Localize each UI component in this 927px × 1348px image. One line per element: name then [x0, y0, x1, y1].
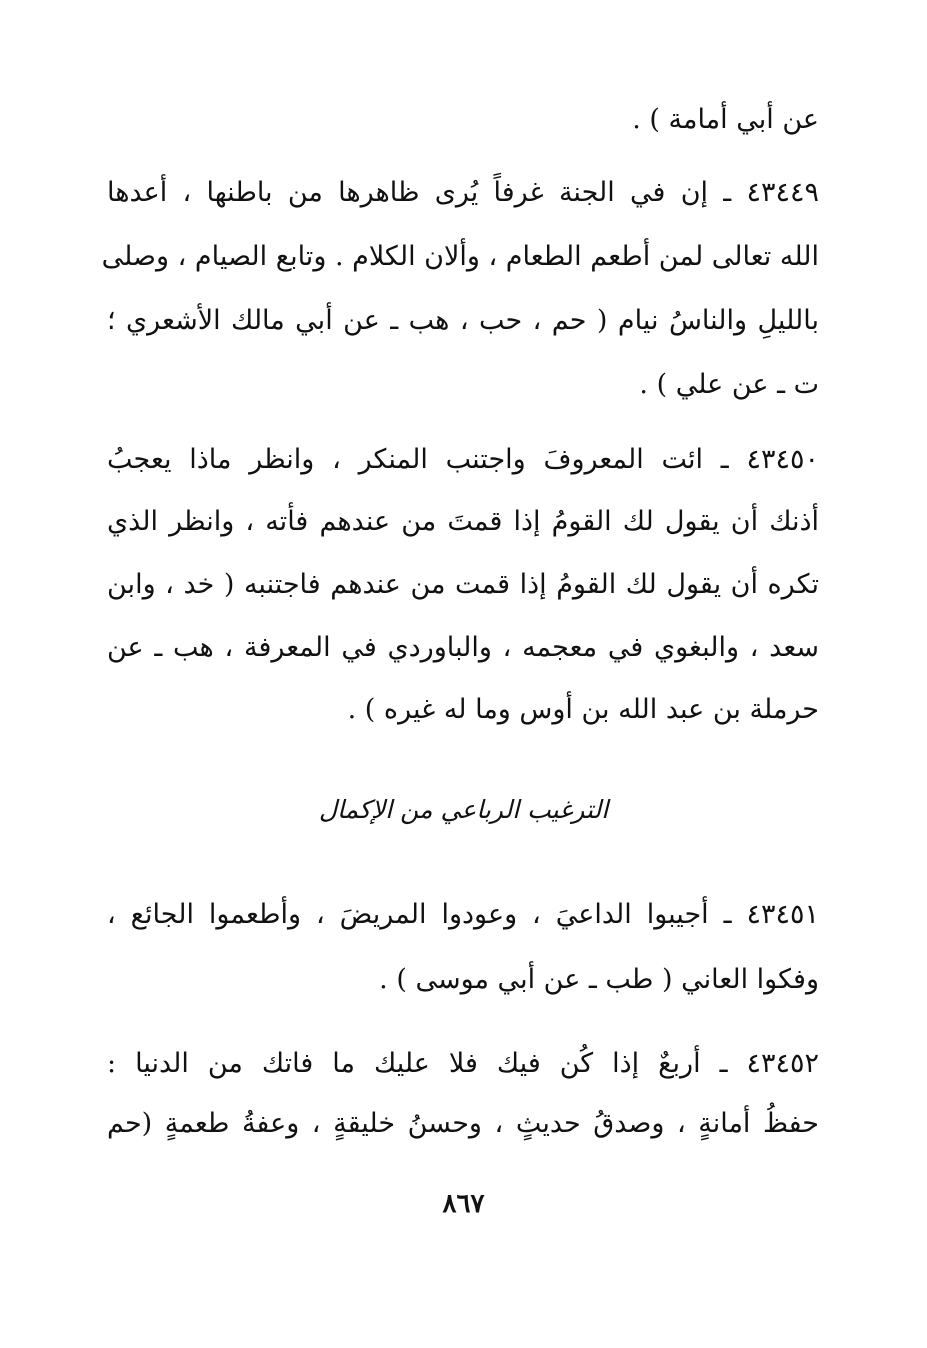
hadith-43450-line-3: تكره أن يقول لك القومُ إذا قمت من عندهم فاجتنبه ( خد ، وابن	[107, 569, 819, 600]
hadith-43450-line-4: سعد ، والبغوي في معجمه ، والباوردي في المعرفة ، هب ـ عن	[107, 632, 819, 663]
hadith-43450-line-5: حرملة بن عبد الله بن أوس وما له غيره ) .	[347, 694, 819, 725]
hadith-43450-line-1: ٤٣٤٥٠ ـ ائت المعروفَ واجتنب المنكر ، وانظر ماذا يعجبُ	[107, 444, 819, 475]
hadith-43449-line-4: ت ـ عن علي ) .	[639, 369, 819, 400]
hadith-43451-line-1: ٤٣٤٥١ ـ أجيبوا الداعيَ ، وعودوا المريضَ ، وأطعموا الجائع ،	[107, 899, 819, 930]
hadith-43449-line-1: ٤٣٤٤٩ ـ إن في الجنة غرفاً يُرى ظاهرها من باطنها ، أعدها	[107, 177, 819, 208]
hadith-43449-line-2: الله تعالى لمن أطعم الطعام ، وألان الكلام . وتابع الصيام ، وصلى	[101, 241, 819, 272]
hadith-43449-line-3: بالليلِ والناسُ نيام ( حم ، حب ، هب ـ عن أبي مالك الأشعري ؛	[107, 305, 819, 336]
page-number: ٨٦٧	[442, 1189, 485, 1219]
section-heading: الترغيب الرباعي من الإكمال	[318, 795, 609, 824]
hadith-43452-line-2: حفظُ أمانةٍ ، وصدقُ حديثٍ ، وحسنُ خليقةٍ ، وعفةُ طعمةٍ (حم	[107, 1108, 819, 1139]
hadith-43450-line-2: أذنك أن يقول لك القومُ إذا قمتَ من عندهم فأته ، وانظر الذي	[107, 506, 819, 537]
hadith-43452-line-1: ٤٣٤٥٢ ـ أربعٌ إذا كُن فيك فلا عليك ما فاتك من الدنيا :	[107, 1048, 819, 1079]
text-line-1: عن أبي أمامة ) .	[632, 104, 819, 135]
hadith-43451-line-2: وفكوا العاني ( طب ـ عن أبي موسى ) .	[379, 964, 819, 995]
